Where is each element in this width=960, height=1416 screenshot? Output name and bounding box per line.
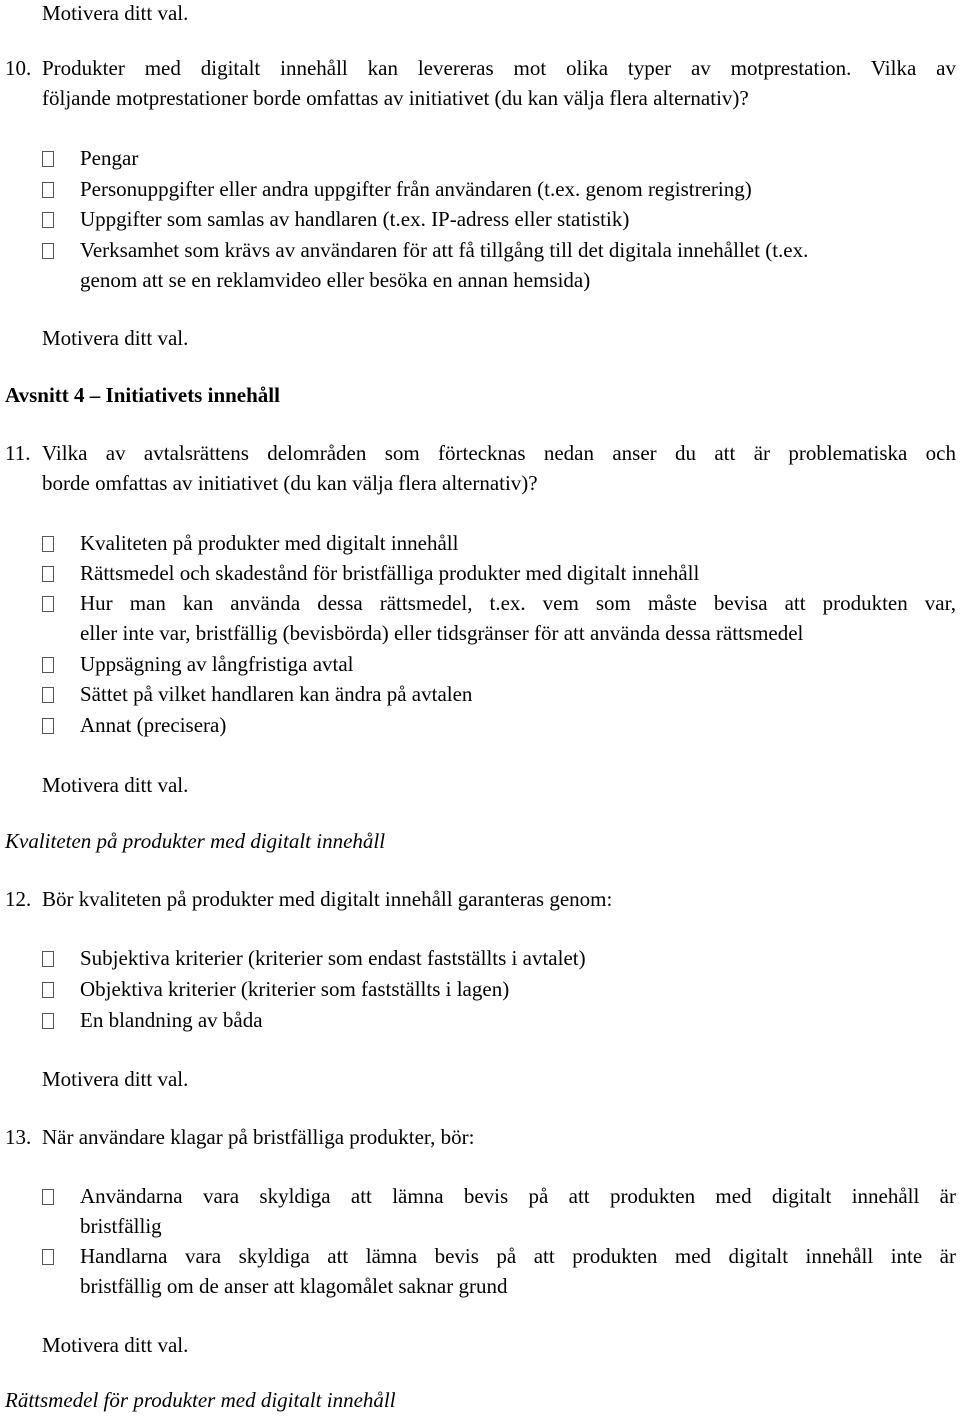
option-label: Annat (precisera) [80, 713, 227, 737]
question-number: 10. [5, 56, 32, 80]
question-text: följande motprestationer borde omfattas av initiativet (du kan välja flera alternativ)? [42, 86, 749, 110]
option-label: Uppgifter som samlas av handlaren (t.ex. IP-adress eller statistik) [80, 207, 630, 231]
motivate-label: Motivera ditt val. [42, 773, 189, 797]
section-heading: Avsnitt 4 – Initiativets innehåll [5, 383, 280, 407]
motivate-label: Motivera ditt val. [42, 1333, 189, 1357]
checkbox[interactable] [42, 182, 54, 198]
motivate-label: Motivera ditt val. [42, 1067, 189, 1091]
question-text: borde omfattas av initiativet (du kan välja flera alternativ)? [42, 471, 538, 495]
checkbox[interactable] [42, 1249, 54, 1265]
checkbox[interactable] [42, 212, 54, 228]
option-label: Rättsmedel och skadestånd för bristfälliga produkter med digitalt innehåll [80, 561, 700, 585]
question-text: Produkter med digitalt innehåll kan levereras mot olika typer av motprestation. Vilka av [42, 56, 956, 80]
option-label: Verksamhet som krävs av användaren för att få tillgång till det digitala innehållet (t.ex. [80, 238, 809, 262]
option-label: Handlarna vara skyldiga att lämna bevis på att produkten med digitalt innehåll inte är [80, 1244, 956, 1268]
motivate-label: Motivera ditt val. [42, 1, 189, 25]
checkbox[interactable] [42, 982, 54, 998]
checkbox[interactable] [42, 718, 54, 734]
option-label: eller inte var, bristfällig (bevisbörda) eller tidsgränser för att använda dessa rättsmedel [80, 621, 804, 645]
option-label: Hur man kan använda dessa rättsmedel, t.ex. vem som måste bevisa att produkten var, [80, 591, 956, 615]
option-label: Sättet på vilket handlaren kan ändra på avtalen [80, 682, 473, 706]
option-label: Subjektiva kriterier (kriterier som endast fastställts i avtalet) [80, 946, 586, 970]
option-label: En blandning av båda [80, 1008, 263, 1032]
checkbox[interactable] [42, 1013, 54, 1029]
question-number: 11. [5, 441, 31, 465]
question-number: 12. [5, 887, 32, 911]
motivate-label: Motivera ditt val. [42, 326, 189, 350]
option-label: Personuppgifter eller andra uppgifter från användaren (t.ex. genom registrering) [80, 177, 752, 201]
checkbox[interactable] [42, 243, 54, 259]
option-label: bristfällig om de anser att klagomålet saknar grund [80, 1274, 508, 1298]
checkbox[interactable] [42, 657, 54, 673]
question-text: När användare klagar på bristfälliga produkter, bör: [42, 1125, 475, 1149]
checkbox[interactable] [42, 1189, 54, 1205]
question-text: Vilka av avtalsrättens delområden som förtecknas nedan anser du att är problematiska och [42, 441, 956, 465]
checkbox[interactable] [42, 951, 54, 967]
option-label: Kvaliteten på produkter med digitalt innehåll [80, 531, 459, 555]
option-label: Uppsägning av långfristiga avtal [80, 652, 354, 676]
checkbox[interactable] [42, 596, 54, 612]
question-text: Bör kvaliteten på produkter med digitalt innehåll garanteras genom: [42, 887, 613, 911]
question-number: 13. [5, 1125, 32, 1149]
subsection-heading: Kvaliteten på produkter med digitalt innehåll [5, 829, 386, 853]
checkbox[interactable] [42, 536, 54, 552]
checkbox[interactable] [42, 687, 54, 703]
option-label: Objektiva kriterier (kriterier som fastställts i lagen) [80, 977, 510, 1001]
option-label: Användarna vara skyldiga att lämna bevis på att produkten med digitalt innehåll är [80, 1184, 956, 1208]
checkbox[interactable] [42, 151, 54, 167]
option-label: genom att se en reklamvideo eller besöka en annan hemsida) [80, 268, 591, 292]
option-label: bristfällig [80, 1214, 162, 1238]
option-label: Pengar [80, 146, 139, 170]
checkbox[interactable] [42, 566, 54, 582]
subsection-heading: Rättsmedel för produkter med digitalt innehåll [5, 1388, 396, 1412]
